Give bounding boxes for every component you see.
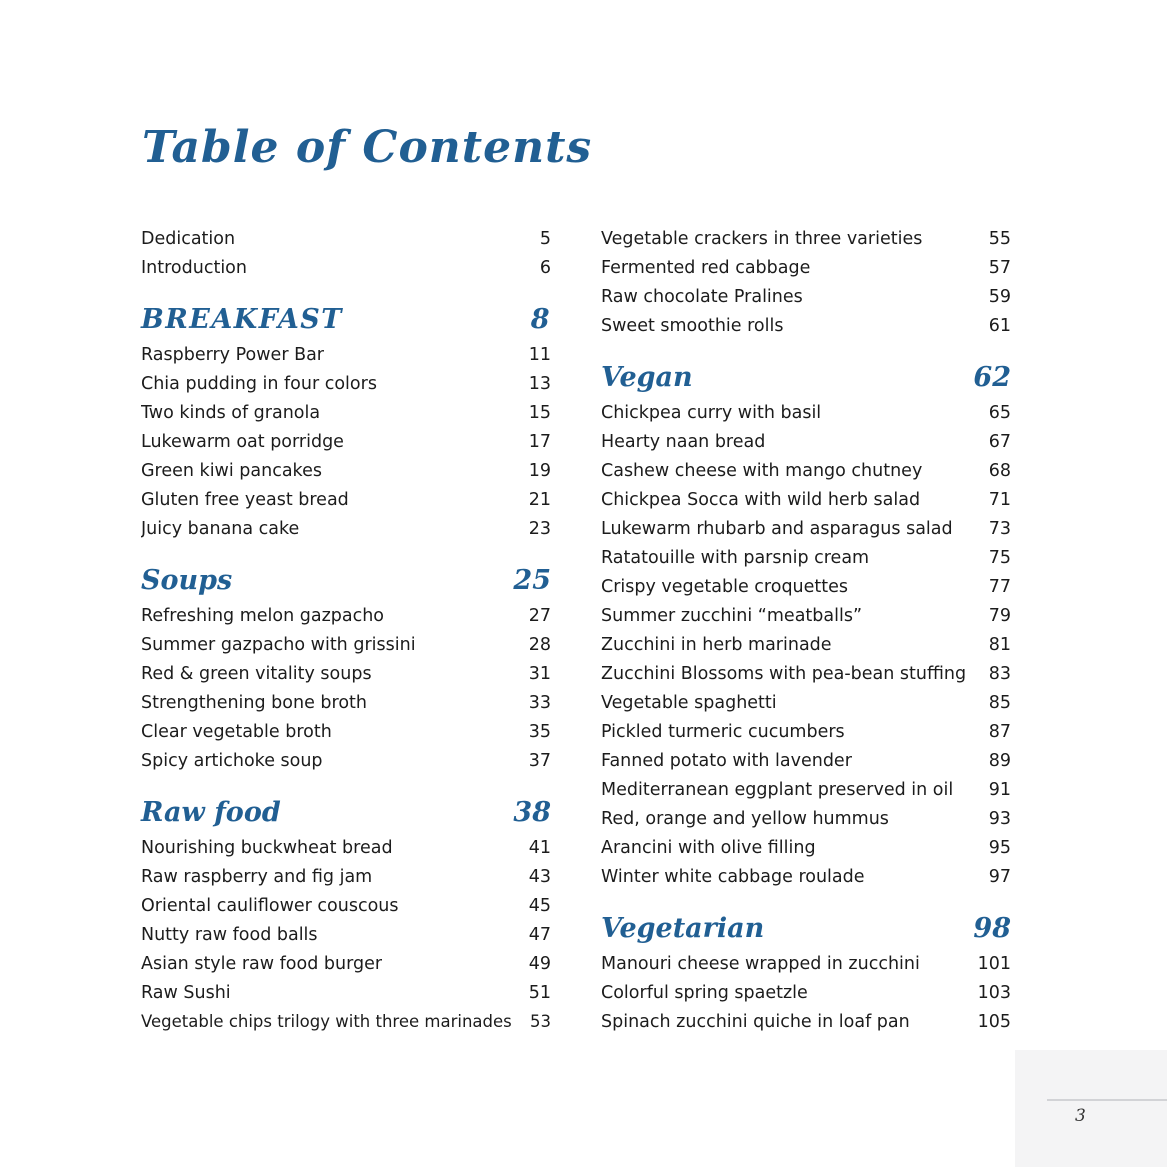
toc-entry[interactable]: [141, 398, 551, 427]
entry-page: 33: [528, 692, 551, 713]
toc-entry[interactable]: [141, 514, 551, 543]
entry-page: 59: [988, 286, 1011, 307]
entry-page: 45: [528, 895, 551, 916]
entry-title: Crispy vegetable croquettes: [601, 576, 849, 597]
entry-page: 95: [988, 837, 1011, 858]
toc-entry[interactable]: [601, 659, 1011, 688]
entry-page: 31: [528, 663, 551, 684]
entry-title: Colorful spring spaetzle: [601, 982, 808, 1003]
entry-page: 47: [528, 924, 551, 945]
entry-title: Raw Sushi: [141, 982, 231, 1003]
entry-page: 103: [977, 982, 1011, 1003]
entry-title: Chickpea curry with basil: [601, 402, 822, 423]
section-heading-vegetarian[interactable]: [601, 907, 1011, 949]
entry-title: Manouri cheese wrapped in zucchini: [601, 953, 920, 974]
entry-title: Nourishing buckwheat bread: [141, 837, 393, 858]
entry-page: 11: [528, 344, 551, 365]
entry-page: 21: [528, 489, 551, 510]
entry-title: Introduction: [141, 257, 247, 278]
toc-entry[interactable]: [141, 746, 551, 775]
entry-page: 15: [528, 402, 551, 423]
toc-entry[interactable]: [141, 224, 551, 253]
toc-entry[interactable]: [601, 543, 1011, 572]
entry-page: 77: [988, 576, 1011, 597]
toc-column-right: [601, 224, 1011, 1036]
entry-page: 19: [528, 460, 551, 481]
toc-entry[interactable]: [141, 253, 551, 282]
toc-entry[interactable]: [601, 688, 1011, 717]
entry-title: Refreshing melon gazpacho: [141, 605, 385, 626]
toc-entry[interactable]: [601, 833, 1011, 862]
entry-title: Ratatouille with parsnip cream: [601, 547, 870, 568]
toc-entry[interactable]: [141, 601, 551, 630]
entry-page: 27: [528, 605, 551, 626]
entry-title: Fermented red cabbage: [601, 257, 811, 278]
entry-page: 67: [988, 431, 1011, 452]
entry-title: Clear vegetable broth: [141, 721, 332, 742]
entry-page: 17: [528, 431, 551, 452]
toc-entry[interactable]: [141, 630, 551, 659]
entry-title: Strengthening bone broth: [141, 692, 367, 713]
section-page: 8: [530, 303, 551, 335]
entry-title: Zucchini in herb marinade: [601, 634, 832, 655]
toc-entry[interactable]: [141, 340, 551, 369]
toc-entry[interactable]: [601, 862, 1011, 891]
page-title: Table of Contents: [142, 122, 593, 173]
entry-title: Zucchini Blossoms with pea-bean stuffing: [601, 663, 967, 684]
toc-entry[interactable]: [601, 485, 1011, 514]
entry-page: 97: [988, 866, 1011, 887]
entry-title: Vegetable spaghetti: [601, 692, 777, 713]
toc-entry[interactable]: [141, 891, 551, 920]
entry-page: 65: [988, 402, 1011, 423]
toc-entry[interactable]: [141, 920, 551, 949]
section-heading-soups[interactable]: [141, 559, 551, 601]
toc-entry[interactable]: [601, 630, 1011, 659]
entry-title: Green kiwi pancakes: [141, 460, 322, 481]
section-title: BREAKFAST: [141, 303, 343, 335]
entry-title: Oriental cauliflower couscous: [141, 895, 399, 916]
entry-title: Chickpea Socca with wild herb salad: [601, 489, 921, 510]
entry-page: 13: [528, 373, 551, 394]
toc-entry[interactable]: [601, 978, 1011, 1007]
toc-entry[interactable]: [141, 369, 551, 398]
toc-entry[interactable]: [601, 572, 1011, 601]
toc-entry[interactable]: [601, 427, 1011, 456]
toc-entry[interactable]: [141, 659, 551, 688]
toc-entry[interactable]: [141, 427, 551, 456]
section-page: 25: [513, 564, 551, 596]
section-page: 98: [973, 912, 1011, 944]
section-page: 38: [513, 796, 551, 828]
section-title: Soups: [141, 564, 233, 596]
entry-page: 101: [977, 953, 1011, 974]
entry-title: Raw raspberry and fig jam: [141, 866, 373, 887]
entry-page: 41: [528, 837, 551, 858]
section-page: 62: [973, 361, 1011, 393]
entry-page: 91: [988, 779, 1011, 800]
entry-title: Lukewarm rhubarb and asparagus salad: [601, 518, 953, 539]
toc-entry[interactable]: [601, 804, 1011, 833]
entry-title: Winter white cabbage roulade: [601, 866, 865, 887]
toc-entry[interactable]: [601, 949, 1011, 978]
toc-entry[interactable]: [601, 224, 1011, 253]
toc-entry[interactable]: [601, 311, 1011, 340]
page-number: 3: [1075, 1106, 1086, 1126]
entry-title: Red, orange and yellow hummus: [601, 808, 889, 829]
entry-title: Pickled turmeric cucumbers: [601, 721, 845, 742]
entry-title: Spinach zucchini quiche in loaf pan: [601, 1011, 910, 1032]
toc-entry[interactable]: [601, 456, 1011, 485]
toc-entry[interactable]: [601, 253, 1011, 282]
section-heading-raw-food[interactable]: [141, 791, 551, 833]
entry-title: Raspberry Power Bar: [141, 344, 324, 365]
toc-entry[interactable]: [141, 1007, 551, 1036]
entry-page: 73: [988, 518, 1011, 539]
entry-page: 37: [528, 750, 551, 771]
entry-title: Juicy banana cake: [141, 518, 300, 539]
entry-title: Two kinds of granola: [141, 402, 321, 423]
entry-title: Mediterranean eggplant preserved in oil: [601, 779, 954, 800]
entry-title: Chia pudding in four colors: [141, 373, 377, 394]
entry-title: Asian style raw food burger: [141, 953, 383, 974]
toc-entry[interactable]: [601, 601, 1011, 630]
entry-page: 83: [988, 663, 1011, 684]
section-heading-vegan[interactable]: [601, 356, 1011, 398]
entry-title: Summer zucchini “meatballs”: [601, 605, 863, 626]
entry-title: Summer gazpacho with grissini: [141, 634, 416, 655]
entry-page: 53: [530, 1012, 551, 1031]
entry-page: 5: [539, 228, 551, 249]
entry-title: Arancini with olive filling: [601, 837, 816, 858]
page-footer-tab: [1015, 1050, 1167, 1167]
entry-title: Spicy artichoke soup: [141, 750, 323, 771]
entry-page: 68: [988, 460, 1011, 481]
entry-page: 43: [528, 866, 551, 887]
entry-title: Fanned potato with lavender: [601, 750, 852, 771]
entry-title: Lukewarm oat porridge: [141, 431, 344, 452]
entry-title: Gluten free yeast bread: [141, 489, 349, 510]
entry-title: Nutty raw food balls: [141, 924, 318, 945]
entry-title: Red & green vitality soups: [141, 663, 372, 684]
entry-title: Raw chocolate Pralines: [601, 286, 803, 307]
entry-title: Sweet smoothie rolls: [601, 315, 784, 336]
entry-title: Vegetable crackers in three varieties: [601, 228, 923, 249]
entry-page: 85: [988, 692, 1011, 713]
entry-page: 61: [988, 315, 1011, 336]
entry-page: 51: [528, 982, 551, 1003]
entry-page: 23: [528, 518, 551, 539]
section-title: Vegan: [601, 361, 693, 393]
entry-page: 57: [988, 257, 1011, 278]
entry-page: 35: [528, 721, 551, 742]
section-title: Raw food: [141, 796, 281, 828]
toc-entry[interactable]: [601, 282, 1011, 311]
toc-entry[interactable]: [601, 514, 1011, 543]
toc-entry[interactable]: [141, 949, 551, 978]
entry-page: 71: [988, 489, 1011, 510]
footer-divider: [1047, 1099, 1167, 1101]
entry-title: Vegetable chips trilogy with three marinades: [141, 1012, 512, 1031]
entry-page: 79: [988, 605, 1011, 626]
entry-page: 87: [988, 721, 1011, 742]
entry-page: 81: [988, 634, 1011, 655]
toc-entry[interactable]: [601, 398, 1011, 427]
section-heading-breakfast[interactable]: [141, 298, 551, 340]
entry-page: 93: [988, 808, 1011, 829]
entry-page: 6: [539, 257, 551, 278]
toc-entry[interactable]: [141, 717, 551, 746]
toc-entry[interactable]: [141, 978, 551, 1007]
entry-page: 89: [988, 750, 1011, 771]
toc-entry[interactable]: [141, 485, 551, 514]
toc-entry[interactable]: [601, 775, 1011, 804]
entry-page: 28: [528, 634, 551, 655]
entry-title: Hearty naan bread: [601, 431, 766, 452]
toc-entry[interactable]: [601, 1007, 1011, 1036]
toc-entry[interactable]: [601, 746, 1011, 775]
entry-title: Cashew cheese with mango chutney: [601, 460, 923, 481]
toc-entry[interactable]: [141, 456, 551, 485]
entry-page: 75: [988, 547, 1011, 568]
entry-page: 49: [528, 953, 551, 974]
entry-title: Dedication: [141, 228, 236, 249]
toc-entry[interactable]: [141, 862, 551, 891]
toc-entry[interactable]: [141, 833, 551, 862]
toc-entry[interactable]: [141, 688, 551, 717]
entry-page: 105: [977, 1011, 1011, 1032]
entry-page: 55: [988, 228, 1011, 249]
toc-entry[interactable]: [601, 717, 1011, 746]
toc-column-left: [141, 224, 551, 1036]
section-title: Vegetarian: [601, 912, 765, 944]
